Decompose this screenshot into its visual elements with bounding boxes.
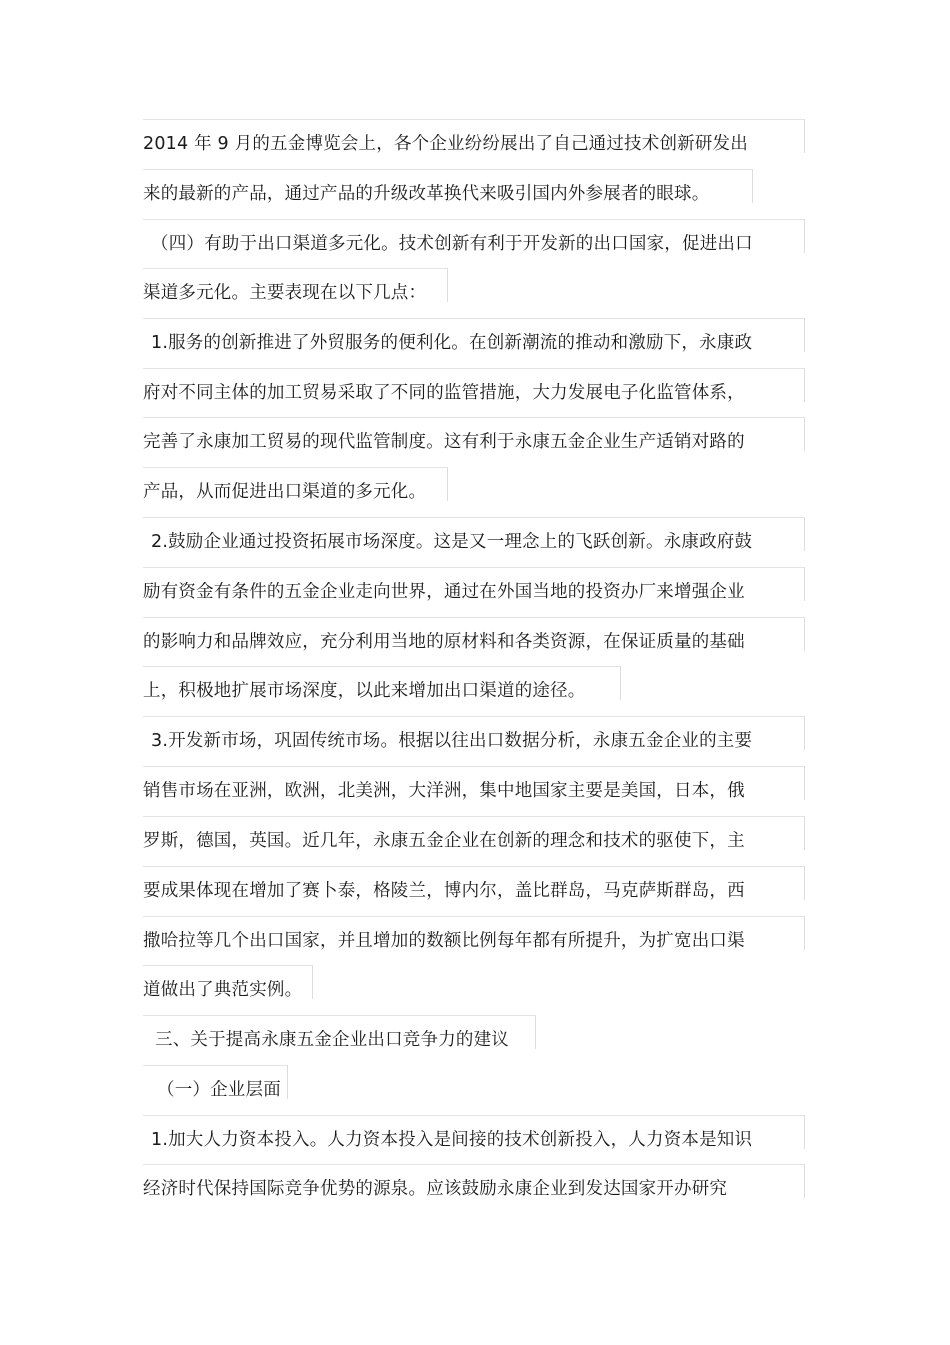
text-line-22: 经济时代保持国际竞争优势的源泉。应该鼓励永康企业到发达国家开办研究 xyxy=(143,1172,805,1206)
text-line-21: 1.加大人力资本投入。人力资本投入是间接的技术创新投入，人力资本是知识 xyxy=(143,1123,805,1157)
text-line-9: 2.鼓励企业通过投资拓展市场深度。这是又一理念上的飞跃创新。永康政府鼓 xyxy=(143,525,805,559)
text-line-5: 1.服务的创新推进了外贸服务的便利化。在创新潮流的推动和激励下，永康政 xyxy=(143,326,805,360)
text-line-8: 产品，从而促进出口渠道的多元化。 xyxy=(143,475,448,509)
subsection-heading: （一）企业层面 xyxy=(143,1073,288,1107)
text-line-18: 道做出了典范实例。 xyxy=(143,973,313,1007)
section-heading: 三、关于提高永康五金企业出口竞争力的建议 xyxy=(143,1023,536,1057)
text-line-11: 的影响力和品牌效应，充分利用当地的原材料和各类资源，在保证质量的基础 xyxy=(143,625,805,659)
text-line-17: 撒哈拉等几个出口国家，并且增加的数额比例每年都有所提升，为扩宽出口渠 xyxy=(143,924,805,958)
text-line-12: 上，积极地扩展市场深度，以此来增加出口渠道的途径。 xyxy=(143,674,621,708)
text-line-14: 销售市场在亚洲，欧洲，北美洲，大洋洲，集中地国家主要是美国，日本，俄 xyxy=(143,774,805,808)
text-line-2: 来的最新的产品，通过产品的升级改革换代来吸引国内外参展者的眼球。 xyxy=(143,177,753,211)
text-line-6: 府对不同主体的加工贸易采取了不同的监管措施，大力发展电子化监管体系， xyxy=(143,376,805,410)
text-line-3: （四）有助于出口渠道多元化。技术创新有利于开发新的出口国家，促进出口 xyxy=(143,227,805,261)
text-line-10: 励有资金有条件的五金企业走向世界，通过在外国当地的投资办厂来增强企业 xyxy=(143,575,805,609)
text-line-16: 要成果体现在增加了赛卜泰，格陵兰，博内尔，盖比群岛，马克萨斯群岛，西 xyxy=(143,874,805,908)
text-line-7: 完善了永康加工贸易的现代监管制度。这有利于永康五金企业生产适销对路的 xyxy=(143,425,805,459)
text-line-15: 罗斯，德国，英国。近几年，永康五金企业在创新的理念和技术的驱使下，主 xyxy=(143,824,805,858)
text-line-1: 2014 年 9 月的五金博览会上，各个企业纷纷展出了自己通过技术创新研发出 xyxy=(143,127,805,161)
text-line-13: 3.开发新市场，巩固传统市场。根据以往出口数据分析，永康五金企业的主要 xyxy=(143,724,805,758)
text-line-4: 渠道多元化。主要表现在以下几点： xyxy=(143,276,448,310)
